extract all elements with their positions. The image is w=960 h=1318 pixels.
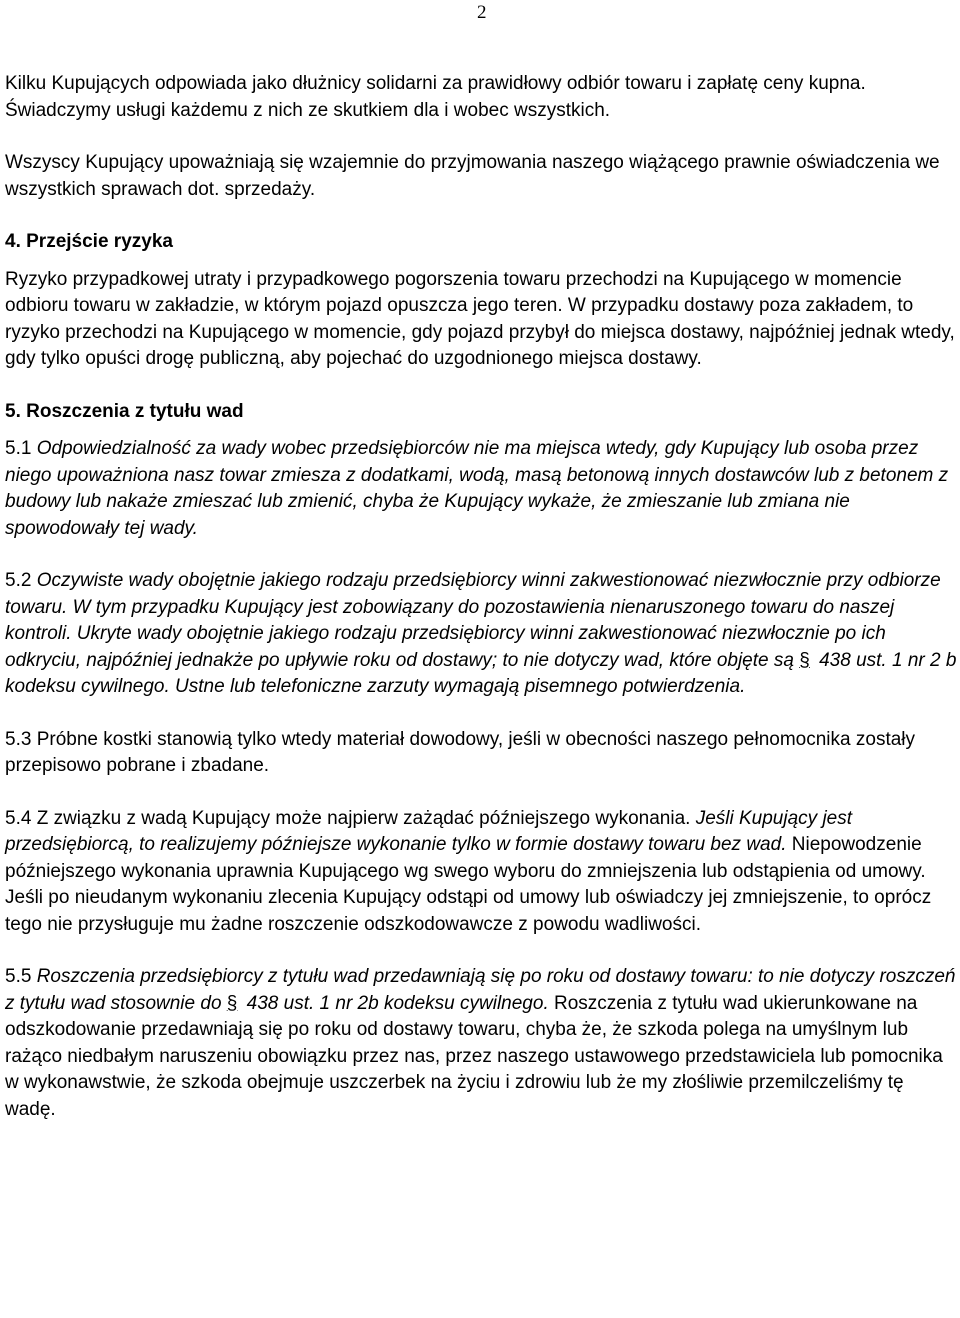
paragraph-joint-liability: Kilku Kupujących odpowiada jako dłużnicy solidarni za prawidłowy odbiór towaru i zapłatę ceny kupna. Świadczymy usługi każdemu z nich ze skutkiem dla i wobec wszystkich. (5, 73, 866, 121)
paragraph-5-4-text-a: Z związku z wadą Kupujący może najpierw zażądać późniejszego wykonania. (31, 807, 691, 829)
paragraph-mutual-authorization: Wszyscy Kupujący upoważniają się wzajemnie do przyjmowania naszego wiążącego prawnie oświadczenia we wszystkich sprawach dot. sprzedaży. (5, 152, 940, 200)
paragraph-5-4 (5, 806, 958, 939)
paragraph-5-1-text: Odpowiedzialność za wady wobec przedsiębiorców nie ma miejsca wtedy, gdy Kupujący lub osoba przez niego upoważniona nasz towar zmiesza z dodatkami, wodą, masą betonową innych dostawców lub z betonem z budowy lub nakaże zmieszać lub zmienić, chyba że Kupujący wykaże, że zmieszanie lub zmiana nie spowodowały tej wady. (5, 438, 949, 539)
paragraph-5-5-text-a: Roszczenia przedsiębiorcy z tytułu wad przedawniają się po roku od dostawy towaru: to nie dotyczy roszczeń z tytułu wad stosownie do (5, 966, 956, 1014)
paragraph-5-3 (5, 727, 958, 780)
paragraph-5-4-number: 5.4 (5, 807, 32, 829)
paragraph-5-2-number: 5.2 (5, 570, 32, 591)
paragraph-5-3-number: 5.3 (5, 728, 32, 750)
section-sign-icon: § (799, 649, 810, 671)
page-number: 2 (477, 2, 487, 23)
section-5-heading: 5. Roszczenia z tytułu wad (5, 400, 244, 422)
paragraph-5-5-number: 5.5 (5, 966, 32, 987)
paragraph-5-3-text: Próbne kostki stanowią tylko wtedy materiał dowodowy, jeśli w obecności naszego pełnomocnika zostały przepisowo pobrane i zbadane. (5, 728, 916, 776)
paragraph-5-5 (5, 964, 958, 1123)
paragraph-5-2-text-a: Oczywiste wady obojętnie jakiego rodzaju przedsiębiorcy winni zakwestionować niezwłocznie przy odbiorze towaru. W tym przypadku Kupujący jest zobowiązany do pozostawienia nienaruszonego towaru do naszej kontroli. Ukryte wady obojętnie jakiego rodzaju przedsiębiorcy winni zakwestionować niezwłocznie po ich odkryciu, najpóźniej jednakże po upływie roku od dostawy; to nie dotyczy wad, które objęte są (5, 570, 941, 671)
paragraph-5-5-text-b: 438 ust. 1 nr 2b kodeksu cywilnego. (241, 992, 549, 1014)
paragraph-5-1 (5, 436, 958, 542)
section-4-heading: 4. Przejście ryzyka (5, 231, 173, 252)
document-body (5, 71, 958, 1123)
paragraph-5-1-number: 5.1 (5, 438, 32, 459)
paragraph-5-4-text-b: Niepowodzenie późniejszego wykonania uprawnia Kupującego wg swego wyboru do zmniejszenia lub odstąpienia od umowy. Jeśli po nieudanym wykonaniu zlecenia Kupujący odstąpi od umowy lub oświadczy jej zmniejszenie, to oprócz tego nie przysługuje mu żadne roszczenie odszkodowawcze z powodu wadliwości. (5, 834, 932, 935)
section-4-text: Ryzyko przypadkowej utraty i przypadkowego pogorszenia towaru przechodzi na Kupującego w momencie odbioru towaru w zakładzie, w którym pojazd opuszcza jego teren. W przypadku dostawy poza zakładem, to ryzyko przechodzi na Kupującego w momencie, gdy pojazd przybył do miejsca dostawy, najpóźniej jednak wtedy, gdy tylko opuści drogę publiczną, aby pojechać do uzgodnionego miejsca dostawy. (5, 268, 955, 369)
paragraph-5-4-italic: Jeśli Kupujący jest przedsiębiorcą, to realizujemy późniejsze wykonanie tylko w formie dostawy towaru bez wad. (5, 807, 853, 855)
paragraph-5-2 (5, 568, 958, 701)
section-sign-icon: § (226, 992, 238, 1014)
paragraph-5-2-text-b: 438 ust. 1 nr 2 b kodeksu cywilnego. Ustne lub telefoniczne zarzuty wymagają pisemnego potwierdzenia. (5, 649, 957, 697)
paragraph-5-5-text: Roszczenia z tytułu wad ukierunkowane na odszkodowanie przedawniają się po roku od dostawy towaru, chyba że, że szkoda polega na umyślnym lub rażąco niedbałym naruszeniu obowiązku przez nas, przez naszego ustawowego przedstawiciela lub pomocnika w wykonawstwie, że szkoda obejmuje uszczerbek na życiu i zdrowiu lub że my złośliwie przemilczeliśmy tę wadę. (5, 992, 943, 1120)
